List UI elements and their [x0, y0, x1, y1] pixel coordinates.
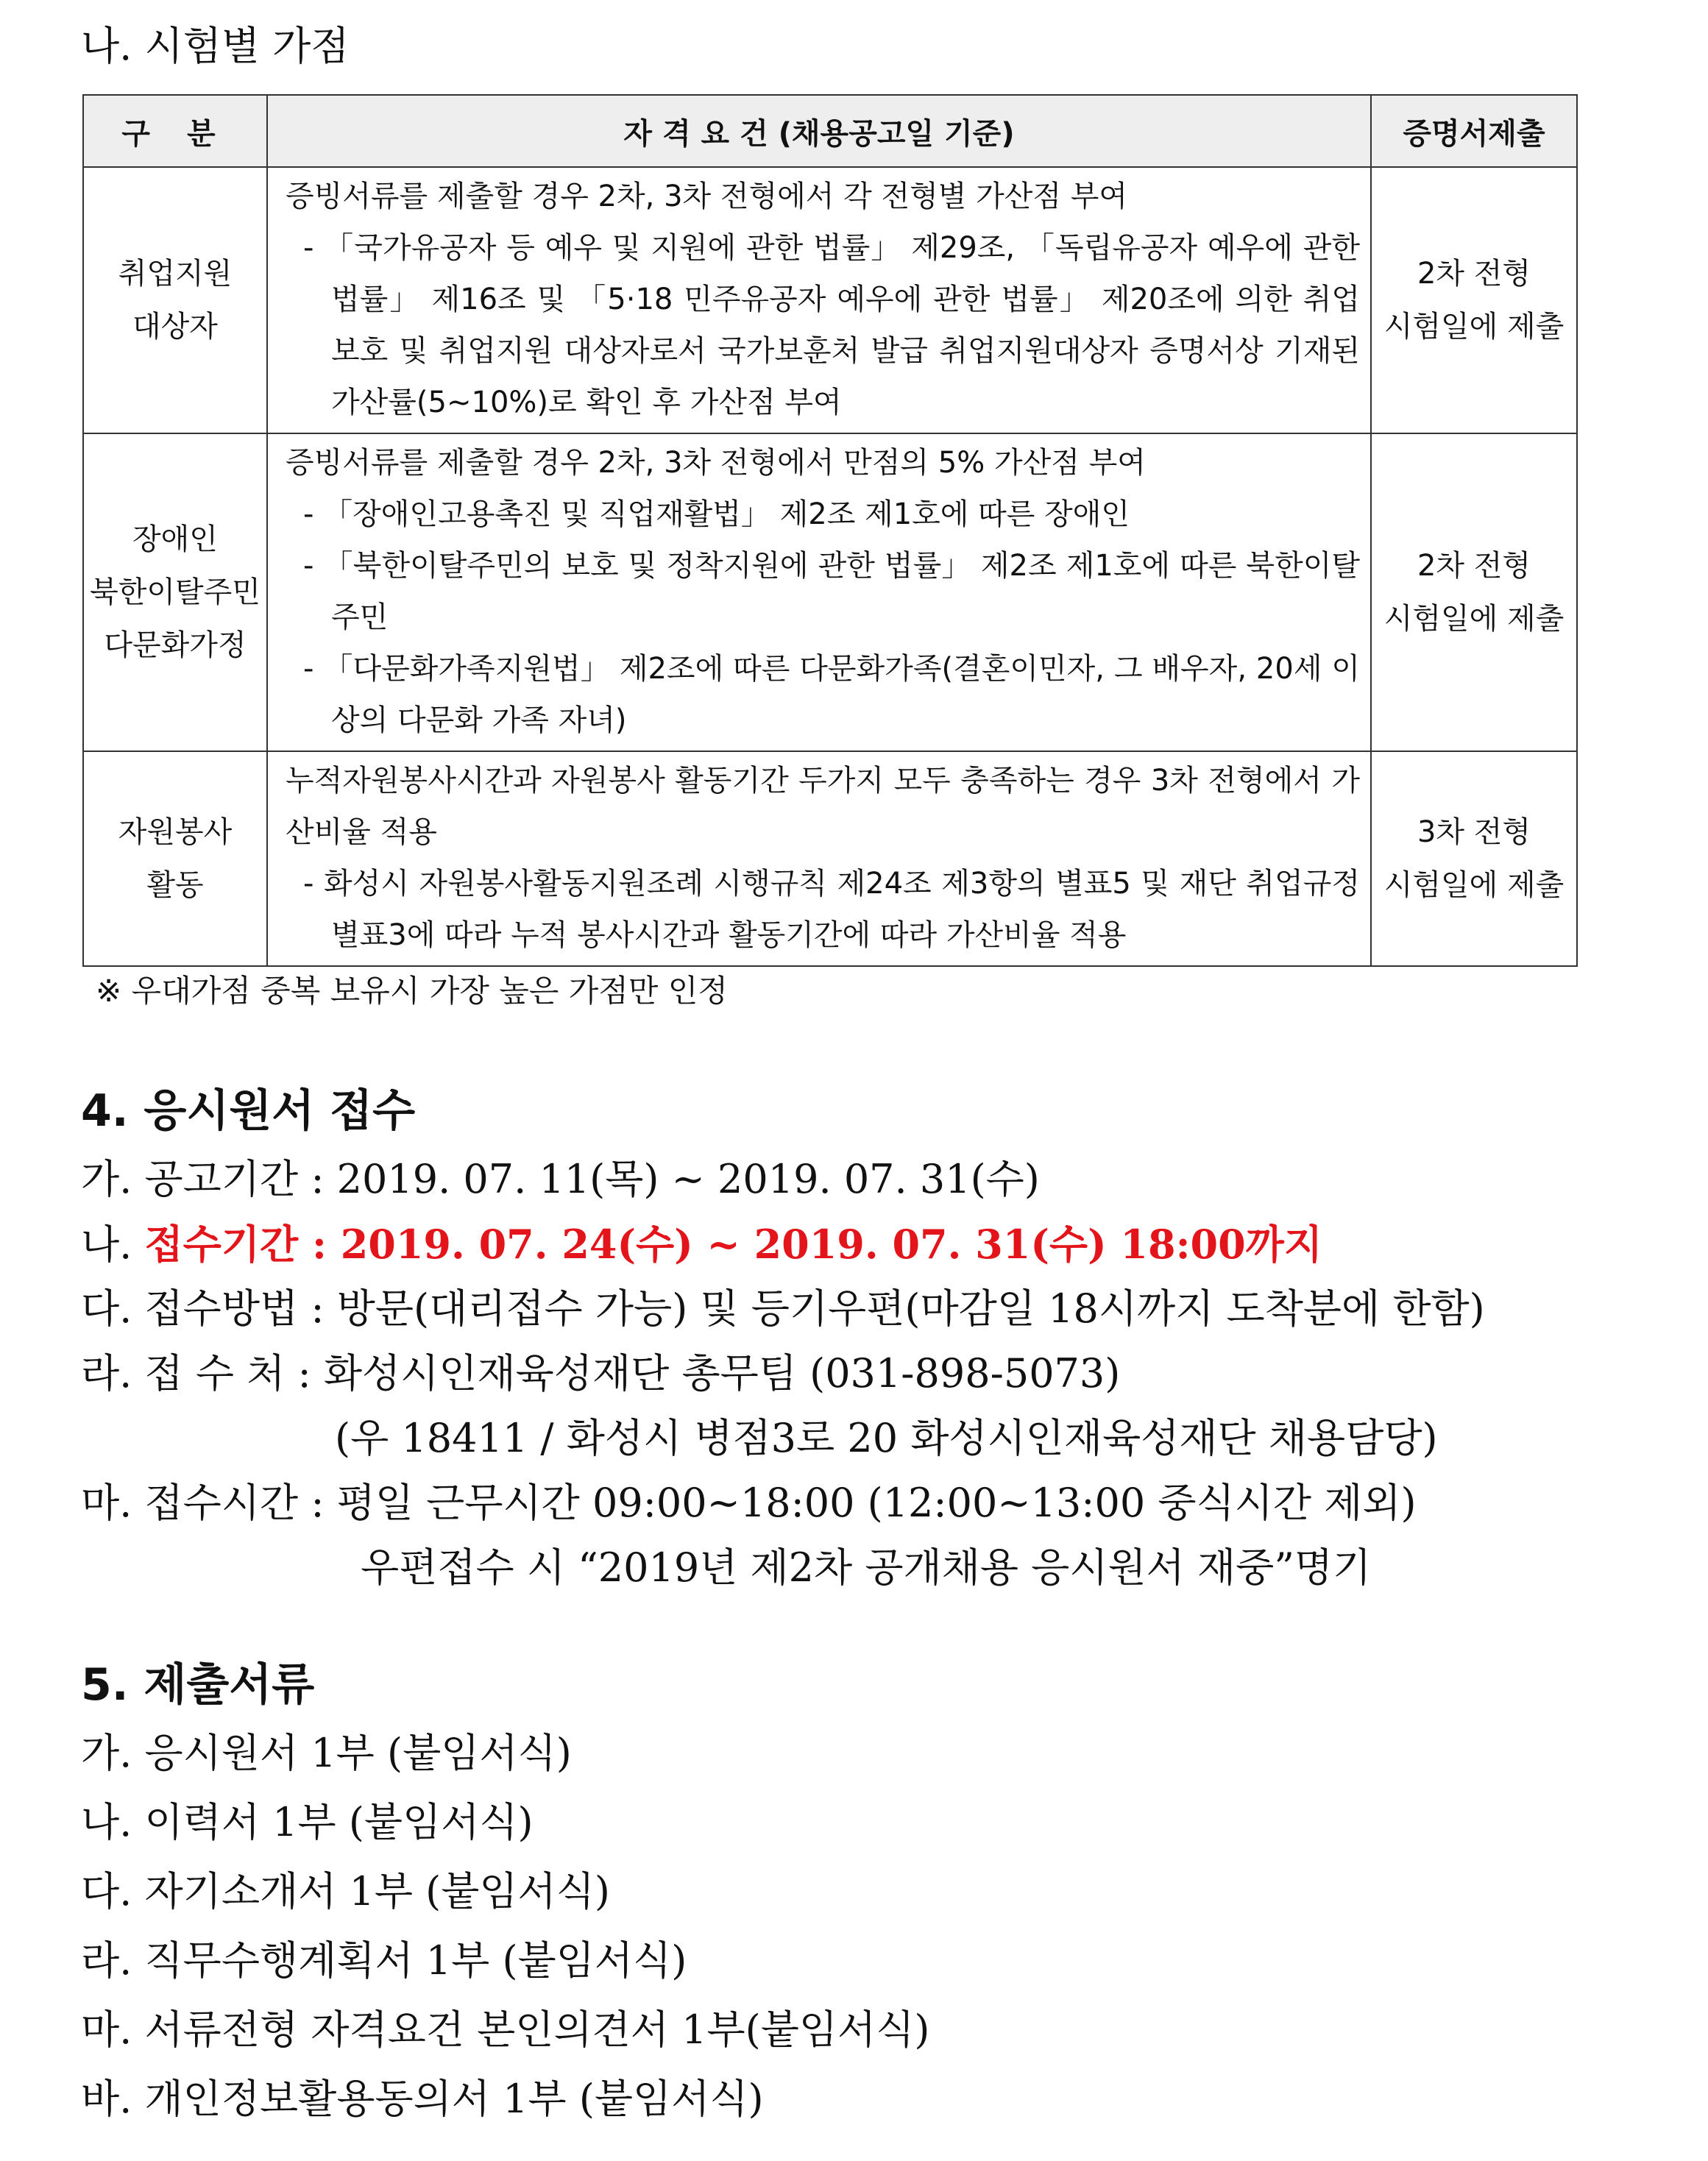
proof-line: 시험일에 제출	[1383, 868, 1565, 902]
requirement-intro: 증빙서류를 제출할 경우 2차, 3차 전형에서 각 전형별 가산점 부여	[286, 180, 1128, 213]
proof-cell	[1371, 751, 1577, 966]
requirement-cell	[267, 433, 1371, 751]
category-line: 활동	[146, 868, 204, 902]
category-line: 다문화가정	[104, 628, 247, 662]
receipt-period-highlight: 접수기간 : 2019. 07. 24(수) ~ 2019. 07. 31(수) 18:00까지	[144, 1221, 1322, 1268]
proof-line: 시험일에 제출	[1383, 310, 1565, 344]
proof-line: 2차 전형	[1417, 257, 1531, 291]
proof-line: 시험일에 제출	[1383, 602, 1565, 636]
bonus-points-table	[82, 94, 1578, 967]
requirement-cell	[267, 167, 1371, 433]
document-item: 가. 응시원서 1부 (붙임서식)	[81, 1730, 572, 1776]
document-item: 라. 직무수행계획서 1부 (붙임서식)	[81, 1937, 687, 1984]
proof-line: 2차 전형	[1417, 549, 1531, 583]
section-b-title: 나. 시험별 가점	[81, 23, 350, 69]
document-item: 나. 이력서 1부 (붙임서식)	[81, 1799, 534, 1845]
category-cell	[83, 751, 267, 966]
category-line: 장애인	[132, 522, 218, 556]
receipt-address-line: (우 18411 / 화성시 병점3로 20 화성시인재육성재단 채용담당)	[335, 1415, 1438, 1461]
requirement-cell	[267, 751, 1371, 966]
table-row	[83, 433, 1577, 751]
document-item: 바. 개인정보활용동의서 1부 (붙임서식)	[81, 2076, 764, 2122]
document-item: 마. 서류전형 자격요건 본인의견서 1부(붙임서식)	[81, 2006, 930, 2053]
header-proof: 증명서제출	[1371, 95, 1577, 167]
requirement-item: - 「장애인고용촉진 및 직업재활법」 제2조 제1호에 따른 장애인	[303, 497, 1130, 531]
receipt-place-line: 라. 접 수 처 : 화성시인재육성재단 총무팀 (031-898-5073)	[81, 1350, 1121, 1397]
table-row	[83, 751, 1577, 966]
category-line: 자원봉사	[118, 815, 233, 849]
requirement-item: - 「다문화가족지원법」 제2조에 따른 다문화가족(결혼이민자, 그 배우자, 20세 이상의 다문화 가족 자녀)	[303, 652, 1360, 737]
table-row	[83, 167, 1577, 433]
receipt-period-line	[81, 1220, 1322, 1269]
mail-note-line: 우편접수 시 “2019년 제2차 공개채용 응시원서 재중”명기	[361, 1544, 1372, 1591]
section4-title: 4. 응시원서 접수	[81, 1085, 416, 1137]
section5-title: 5. 제출서류	[81, 1659, 315, 1711]
proof-cell	[1371, 433, 1577, 751]
category-line: 북한이탈주민	[90, 575, 261, 609]
category-line: 취업지원	[118, 257, 233, 291]
table-note: ※ 우대가점 중복 보유시 가장 높은 가점만 인정	[96, 973, 728, 1009]
category-line: 대상자	[132, 310, 218, 344]
receipt-period-prefix: 나.	[81, 1221, 145, 1268]
requirement-intro: 증빙서류를 제출할 경우 2차, 3차 전형에서 만점의 5% 가산점 부여	[286, 446, 1146, 480]
category-cell	[83, 433, 267, 751]
document-item: 다. 자기소개서 1부 (붙임서식)	[81, 1868, 610, 1915]
receipt-hours-line: 마. 접수시간 : 평일 근무시간 09:00~18:00 (12:00~13:00 중식시간 제외)	[81, 1480, 1417, 1526]
requirement-item: - 화성시 자원봉사활동지원조례 시행규칙 제24조 제3항의 별표5 및 재단 취업규정 별표3에 따라 누적 봉사시간과 활동기간에 따라 가산비율 적용	[303, 867, 1360, 952]
header-requirement: 자 격 요 건 (채용공고일 기준)	[267, 95, 1371, 167]
requirement-intro: 누적자원봉사시간과 자원봉사 활동기간 두가지 모두 충족하는 경우 3차 전형에서 가산비율 적용	[286, 764, 1360, 849]
table-header-row	[83, 95, 1577, 167]
notice-period-line: 가. 공고기간 : 2019. 07. 11(목) ~ 2019. 07. 31(수)	[81, 1156, 1040, 1202]
requirement-item: - 「국가유공자 등 예우 및 지원에 관한 법률」 제29조, 「독립유공자 예우에 관한 법률」 제16조 및 「5·18 민주유공자 예우에 관한 법률」 제20조에 의한 취업보호 및 취업지원 대상자로서 국가보훈처 발급 취업지원대상자 증명서상 기재된 가산률(5~10%)로 확인 후 가산점 부여	[303, 231, 1360, 419]
category-cell	[83, 167, 267, 433]
header-category: 구 분	[83, 95, 267, 167]
requirement-item: - 「북한이탈주민의 보호 및 정착지원에 관한 법률」 제2조 제1호에 따른 북한이탈주민	[303, 549, 1360, 634]
proof-cell	[1371, 167, 1577, 433]
receipt-method-line: 다. 접수방법 : 방문(대리접수 가능) 및 등기우편(마감일 18시까지 도착분에 한함)	[81, 1285, 1485, 1332]
proof-line: 3차 전형	[1417, 815, 1531, 849]
